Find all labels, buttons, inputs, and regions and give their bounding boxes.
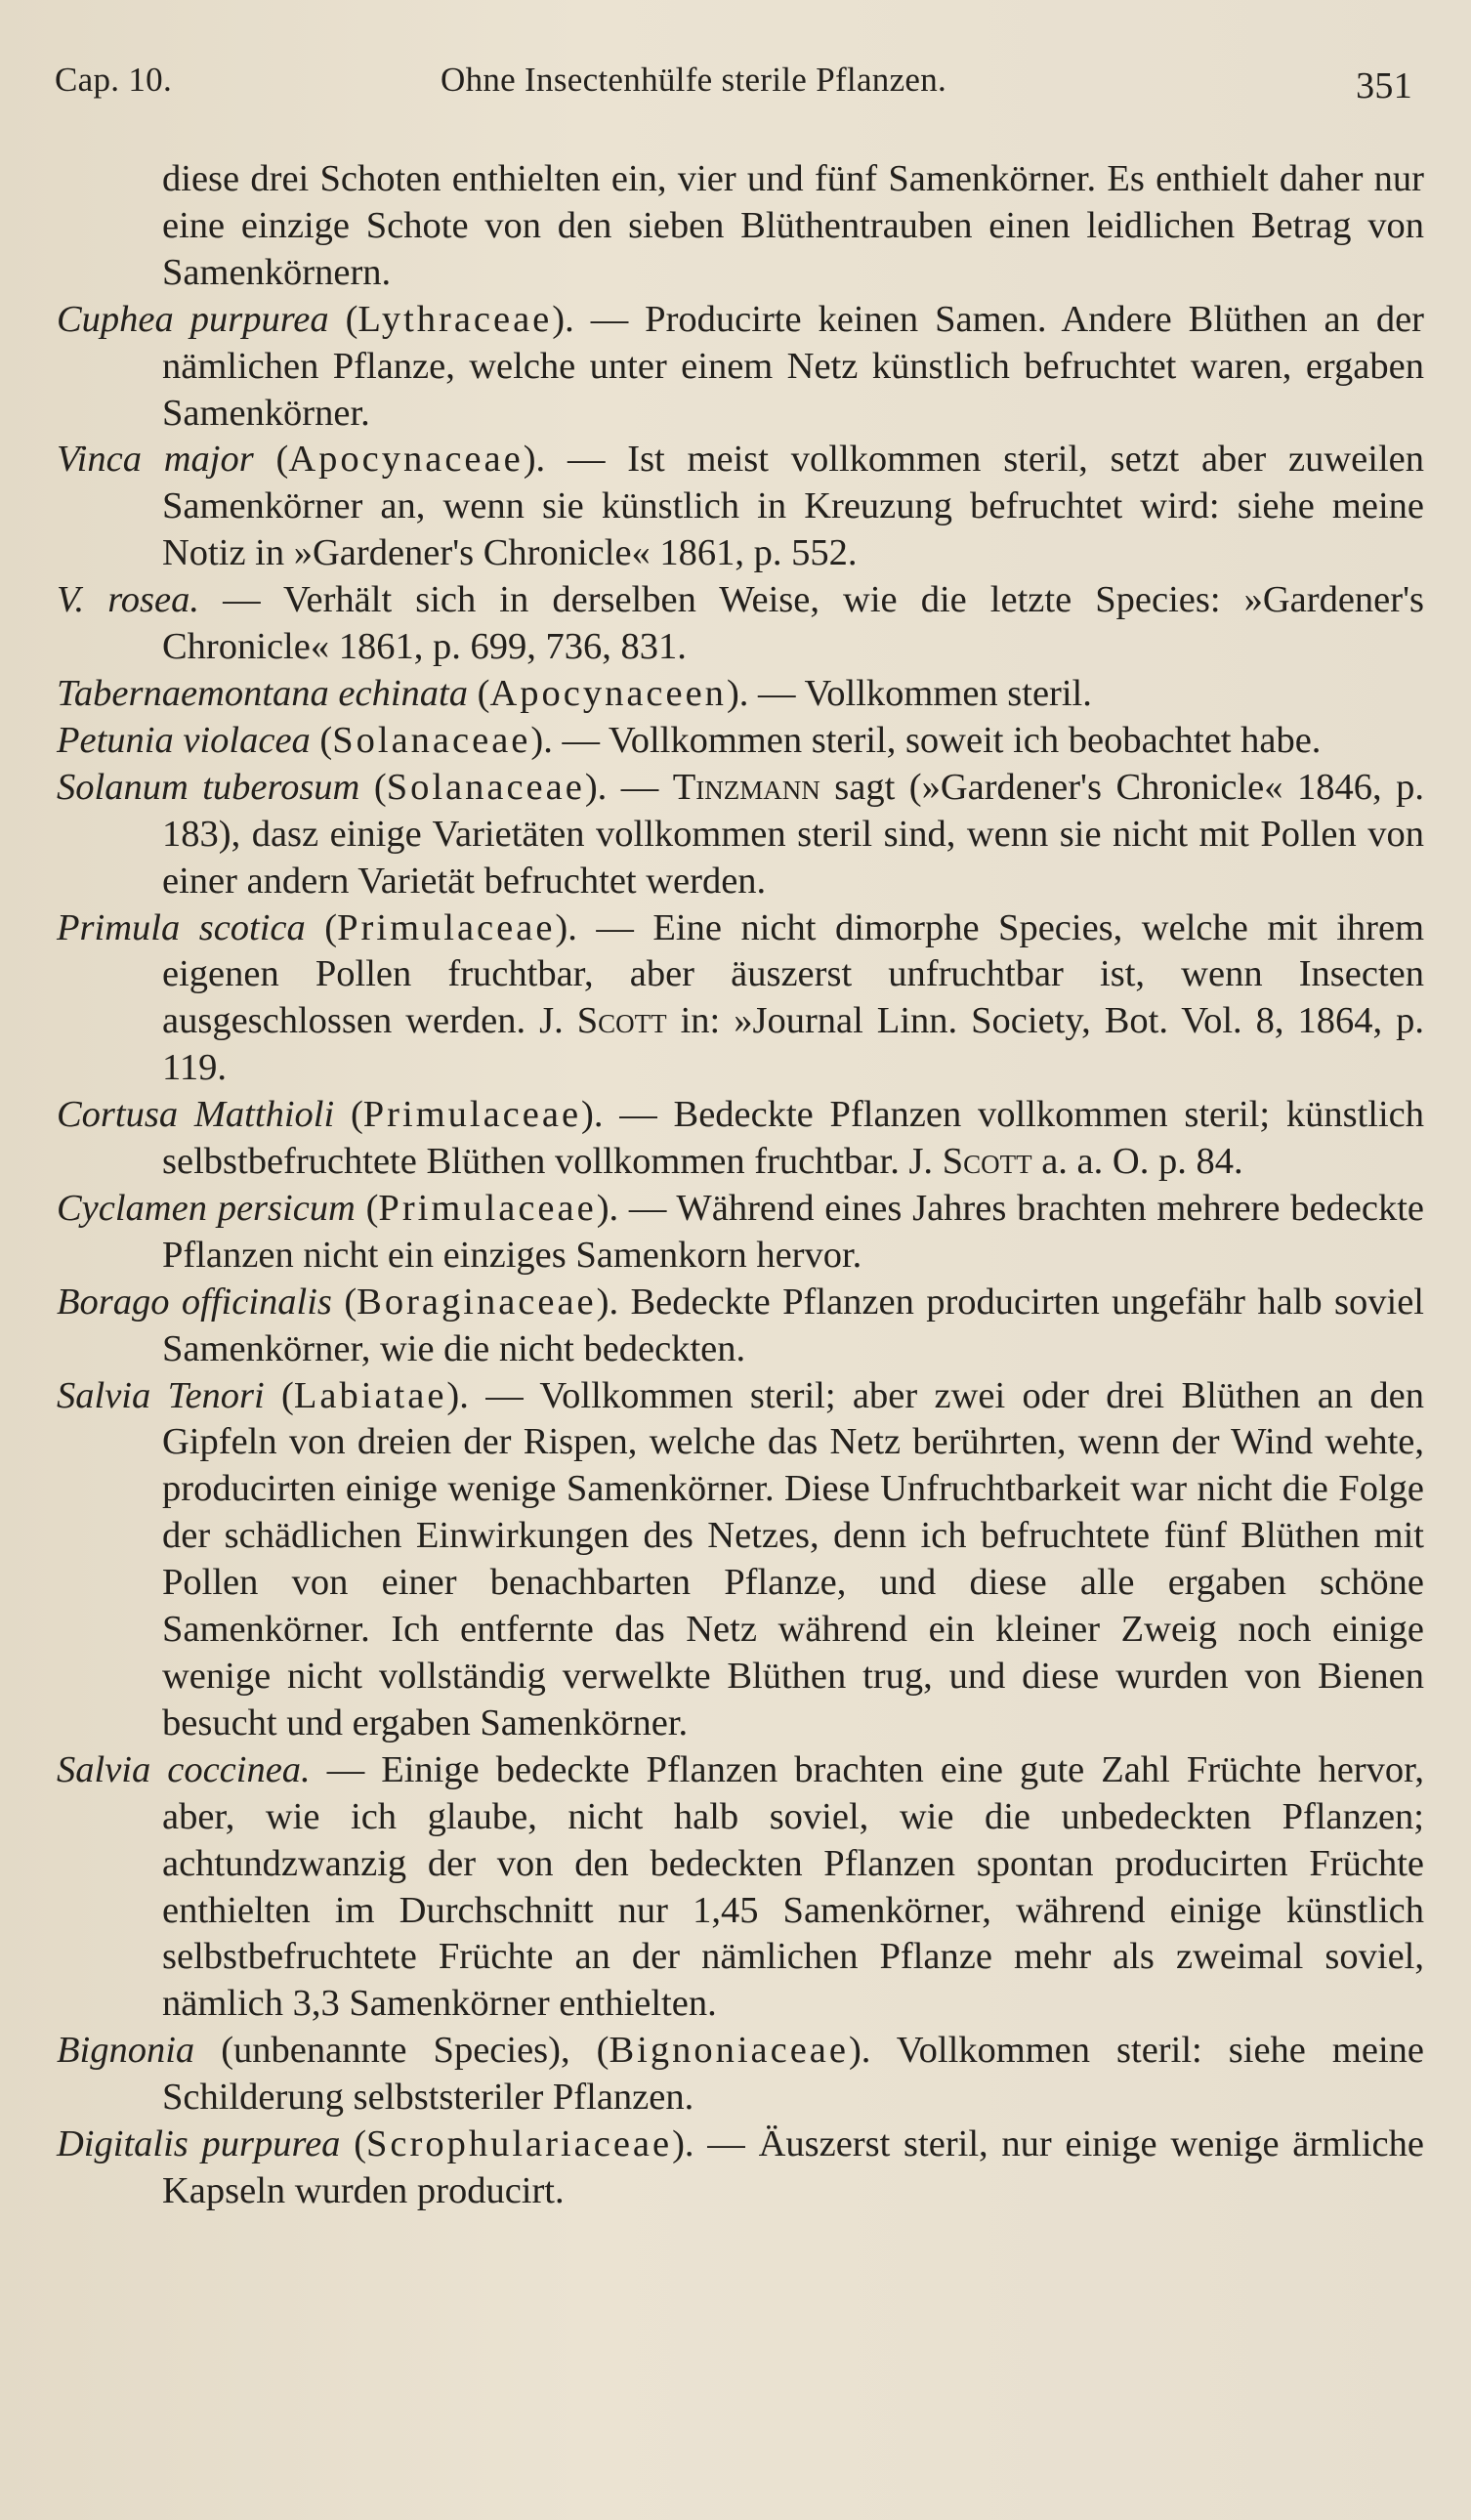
paragraph-continuation	[57, 156, 1424, 297]
species-name: Borago officinalis	[57, 1281, 332, 1323]
species-name: Cuphea purpurea	[57, 298, 329, 340]
species-entry	[57, 577, 1424, 671]
chapter-label: Cap. 10.	[55, 61, 173, 99]
family-name: Bignoniaceae	[609, 2030, 849, 2072]
running-header	[55, 61, 1416, 109]
species-name: Salvia coccinea.	[57, 1748, 311, 1790]
entry-text-pre: ). — Eine nicht dimorphe Species, welche mit ihrem eigenen Pollen fruchtbar, aber äuszerst unfruchtbar ist, wenn Insecten ausgeschlossen werden. J.	[162, 906, 1425, 1042]
family-name: Boraginaceae	[357, 1281, 597, 1323]
species-entry: Salvia Tenori (Labiatae). — Vollkommen steril; aber zwei oder drei Blüthen an den Gipfeln von dreien der Rispen, welche das Netz berührten, wenn der Wind wehte, producirten einige wenige Samenkörner. Diese Unfruchtbarkeit war nicht die Folge der schädlichen Einwirkungen des Netzes, denn ich befruchtete fünf Blüthen mit Pollen von einer benachbarten Pflanze, und diese alle ergaben schöne Samenkörner. Ich entfernte das Netz während ein kleiner Zweig noch einige wenige nicht vollständig verwelkte Blüthen trug, und diese wurden von Bienen besucht und ergaben Samenkörner.	[57, 1374, 1424, 1743]
entry-text: — Verhält sich in derselben Weise, wie die letzte Species: »Gardener's Chronicle« 1861, p. 699, 736, 831.	[162, 579, 1424, 668]
species-entry: Vinca major (Apocynaceae). — Ist meist vollkommen steril, setzt aber zuweilen Samenkörner an, wenn sie künstlich in Kreuzung befruchtet wird: siehe meine Notiz in »Gardener's Chronicle« 1861, p. 552.	[57, 439, 1424, 574]
species-entry: Primula scotica (Primulaceae). — Eine nicht dimorphe Species, welche mit ihrem eigenen Pollen fruchtbar, aber äuszerst unfruchtbar ist, wenn Insecten ausgeschlossen werden. J. Scott in: »Journal Linn. Society, Bot. Vol. 8, 1864, p. 119.	[57, 906, 1425, 1089]
family-name: Apocynaceae	[288, 439, 524, 481]
entry-text: ). Bedeckte Pflanzen producirten ungefähr halb soviel Samenkörner, wie die nicht bedeckten.	[162, 1281, 1424, 1369]
family-name: Apocynaceen	[489, 672, 727, 714]
species-name: Tabernaemontana echinata	[57, 672, 468, 714]
entry-text-pre: (unbenannte Species), (	[194, 2030, 609, 2072]
family-name: Solanaceae	[386, 766, 585, 808]
entry-text: a. a. O. p. 84.	[1031, 1141, 1243, 1183]
species-entry: Petunia violacea (Solanaceae). — Vollkommen steril, soweit ich beobachtet habe.	[57, 719, 1322, 761]
entry-text: ). — Producirte keinen Samen. Andere Blüthen an der nämlichen Pflanze, welche unter einem Netz künstlich befruchtet waren, ergaben Samenkörner.	[162, 298, 1424, 434]
family-name: Lythraceae	[357, 298, 553, 340]
species-entry: Cyclamen persicum (Primulaceae). — Während eines Jahres brachten mehrere bedeckte Pflanzen nicht ein einziges Samenkorn hervor.	[57, 1187, 1424, 1276]
running-title: Ohne Insectenhülfe sterile Pflanzen.	[441, 61, 947, 99]
entry-text: ). — Äuszerst steril, nur einige wenige ärmliche Kapseln wurden producirt.	[162, 2123, 1424, 2211]
family-name: Primulaceae	[337, 906, 556, 948]
entry-text: diese drei Schoten enthielten ein, vier und fünf Samenkörner. Es enthielt daher nur eine einzige Schote von den sieben Blüthentrauben einen leidlichen Betrag von Samenkörnern.	[162, 158, 1424, 293]
family-name: Labiatae	[293, 1374, 447, 1416]
entry-text: ). — Vollkommen steril, soweit ich beobachtet habe.	[530, 719, 1322, 761]
entry-text: ). — Vollkommen steril.	[726, 672, 1092, 714]
author-name: Tinzmann	[672, 766, 820, 808]
author-name: Scott	[942, 1141, 1032, 1183]
entry-text: ). — Vollkommen steril; aber zwei oder drei Blüthen an den Gipfeln von dreien der Rispen, welche das Netz berührten, wenn der Wind wehte, producirten einige wenige Samenkörner. Diese Unfruchtbarkeit war nicht die Folge der schädlichen Einwirkungen des Netzes, denn ich befruchtete fünf Blüthen mit Pollen von einer benachbarten Pflanze, und diese alle ergaben schöne Samenkörner. Ich entfernte das Netz während ein kleiner Zweig noch einige wenige nicht vollständig verwelkte Blüthen trug, und diese wurden von Bienen besucht und ergaben Samenkörner.	[162, 1374, 1424, 1743]
species-entry: Tabernaemontana echinata (Apocynaceen). — Vollkommen steril.	[57, 672, 1092, 714]
species-name: Primula scotica	[57, 906, 306, 948]
species-name: Cyclamen persicum	[57, 1187, 356, 1229]
page-number: 351	[1356, 65, 1412, 106]
species-name: Solanum tuberosum	[57, 766, 360, 808]
family-name: Primulaceae	[378, 1187, 597, 1229]
species-entry: Cuphea purpurea (Lythraceae). — Producirte keinen Samen. Andere Blüthen an der nämlichen Pflanze, welche unter einem Netz künstlich befruchtet waren, ergaben Samenkörner.	[57, 298, 1424, 434]
author-name: Scott	[576, 1000, 667, 1042]
species-name: Vinca major	[57, 439, 254, 481]
entry-text: — Einige bedeckte Pflanzen brachten eine gute Zahl Früchte hervor, aber, wie ich glaube, nicht halb soviel, wie die unbedeckten Pflanzen; achtundzwanzig der von den bedeckten Pflanzen spontan producirten Früchte enthielten im Durchschnitt nur 1,45 Samenkörner, während einige künstlich selbstbefruchtete Früchte an der nämlichen Pflanze mehr als zweimal soviel, nämlich 3,3 Samenkörner enthielten.	[162, 1748, 1425, 2025]
entry-text: ). Vollkommen steril: siehe meine Schilderung selbststeriler Pflanzen.	[162, 2030, 1424, 2119]
species-entry: Solanum tuberosum (Solanaceae). — Tinzmann sagt (»Gardener's Chronicle« 1846, p. 183), dasz einige Varietäten vollkommen steril sind, wenn sie nicht mit Pollen von einer andern Varietät befruchtet werden.	[57, 766, 1424, 902]
family-name: Primulaceae	[362, 1094, 582, 1136]
entry-text: sagt (»Gardener's Chronicle« 1846, p. 183), dasz einige Varietäten vollkommen steril sind, wenn sie nicht mit Pollen von einer andern Varietät befruchtet werden.	[162, 766, 1424, 902]
entry-text: ). — Ist meist vollkommen steril, setzt aber zuweilen Samenkörner an, wenn sie künstlich in Kreuzung befruchtet wird: siehe meine Notiz in »Gardener's Chronicle« 1861, p. 552.	[162, 439, 1424, 574]
species-name: Petunia violacea	[57, 719, 311, 761]
page-body	[57, 156, 1424, 2215]
species-name: Cortusa Matthioli	[57, 1094, 335, 1136]
species-entry: Borago officinalis (Boraginaceae). Bedeckte Pflanzen producirten ungefähr halb soviel Samenkörner, wie die nicht bedeckten.	[57, 1281, 1424, 1369]
species-name: Bignonia	[57, 2030, 195, 2072]
entry-text-pre: ). —	[584, 766, 673, 808]
family-name: Scrophulariaceae	[366, 2123, 673, 2165]
species-name: Salvia Tenori	[57, 1374, 265, 1416]
entry-text: ). — Während eines Jahres brachten mehrere bedeckte Pflanzen nicht ein einziges Samenkorn hervor.	[162, 1187, 1424, 1276]
species-name: Digitalis purpurea	[57, 2123, 341, 2165]
species-entry: Cortusa Matthioli (Primulaceae). — Bedeckte Pflanzen vollkommen steril; künstlich selbstbefruchtete Blüthen vollkommen fruchtbar. J. Scott a. a. O. p. 84.	[57, 1094, 1424, 1183]
species-entry: Digitalis purpurea (Scrophulariaceae). — Äuszerst steril, nur einige wenige ärmliche Kapseln wurden producirt.	[57, 2123, 1424, 2211]
species-name: V. rosea.	[57, 579, 200, 621]
entry-text: in: »Journal Linn. Society, Bot. Vol. 8, 1864, p. 119.	[162, 1000, 1424, 1089]
entry-text-pre: ). — Bedeckte Pflanzen vollkommen steril; künstlich selbstbefruchtete Blüthen vollkommen fruchtbar. J.	[162, 1094, 1424, 1183]
species-entry	[57, 1747, 1424, 2028]
species-entry	[57, 2028, 1424, 2121]
family-name: Solanaceae	[332, 719, 531, 761]
